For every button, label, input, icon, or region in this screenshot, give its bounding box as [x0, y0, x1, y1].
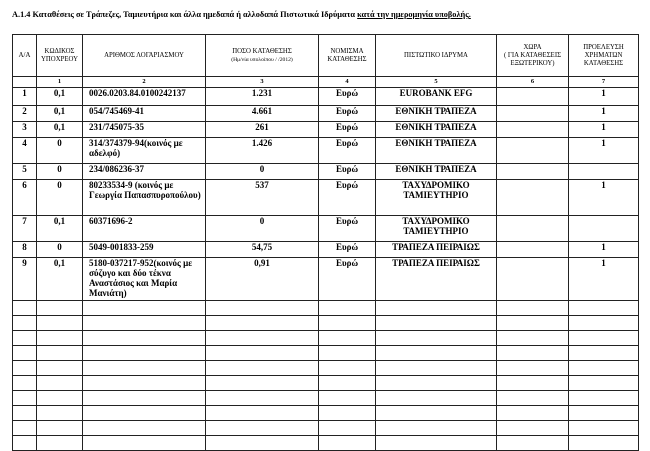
- row-account: 231/745075-35: [83, 122, 206, 138]
- row-bank: ΕΘΝΙΚΗ ΤΡΑΠΕΖΑ: [376, 106, 497, 122]
- empty-cell: [376, 316, 497, 331]
- empty-cell: [206, 391, 319, 406]
- empty-cell: [83, 376, 206, 391]
- row-code: 0,1: [37, 106, 83, 122]
- row-origin: [569, 164, 639, 180]
- row-amount: 0,91: [206, 258, 319, 301]
- empty-cell: [376, 346, 497, 361]
- row-bank: ΕΘΝΙΚΗ ΤΡΑΠΕΖΑ: [376, 122, 497, 138]
- empty-cell: [83, 361, 206, 376]
- column-number-blank: [13, 77, 37, 88]
- empty-cell: [376, 406, 497, 421]
- column-number: 2: [83, 77, 206, 88]
- table-row: [13, 88, 639, 106]
- empty-cell: [206, 421, 319, 436]
- header-country-sub: ( ΓΙΑ ΚΑΤΑΘΕΣΕΙΣ ΕΞΩΤΕΡΙΚΟΥ): [503, 51, 562, 67]
- empty-cell: [376, 301, 497, 316]
- column-number: 4: [319, 77, 376, 88]
- empty-cell: [13, 391, 37, 406]
- row-origin: 1: [569, 242, 639, 258]
- empty-cell: [83, 316, 206, 331]
- empty-cell: [376, 436, 497, 451]
- empty-cell: [569, 331, 639, 346]
- row-bank: EUROBANK EFG: [376, 88, 497, 106]
- empty-row: [13, 316, 639, 331]
- empty-row: [13, 391, 639, 406]
- empty-cell: [13, 421, 37, 436]
- row-aa: 3: [13, 122, 37, 138]
- empty-cell: [37, 376, 83, 391]
- row-account: 054/745469-41: [83, 106, 206, 122]
- empty-cell: [13, 301, 37, 316]
- row-origin: 1: [569, 258, 639, 301]
- empty-cell: [37, 361, 83, 376]
- empty-cell: [569, 346, 639, 361]
- row-country: [497, 122, 569, 138]
- header-origin: ΠΡΟΕΛΕΥΣΗ ΧΡΗΜΑΤΩΝ ΚΑΤΑΘΕΣΗΣ: [569, 35, 639, 77]
- row-code: 0,1: [37, 88, 83, 106]
- header-currency: ΝΟΜΙΣΜΑ ΚΑΤΑΘΕΣΗΣ: [319, 35, 376, 77]
- row-bank: ΤΑΧΥΔΡΟΜΙΚΟ ΤΑΜΙΕΥΤΗΡΙΟ: [376, 216, 497, 242]
- empty-cell: [83, 301, 206, 316]
- row-currency: Ευρώ: [319, 242, 376, 258]
- row-aa: 7: [13, 216, 37, 242]
- empty-cell: [319, 421, 376, 436]
- row-aa: 1: [13, 88, 37, 106]
- header-amount: [206, 35, 319, 77]
- header-country: [497, 35, 569, 77]
- empty-cell: [83, 436, 206, 451]
- row-account: 80233534-9 (κοινός με Γεωργία Παπασπυροπούλου): [83, 180, 206, 216]
- row-amount: 4.661: [206, 106, 319, 122]
- empty-cell: [206, 331, 319, 346]
- empty-cell: [37, 391, 83, 406]
- column-number: 6: [497, 77, 569, 88]
- row-origin: 1: [569, 122, 639, 138]
- header-account: ΑΡΙΘΜΟΣ ΛΟΓΑΡΙΑΣΜΟΥ: [83, 35, 206, 77]
- empty-cell: [13, 346, 37, 361]
- row-country: [497, 258, 569, 301]
- empty-cell: [13, 316, 37, 331]
- row-amount: 0: [206, 216, 319, 242]
- empty-cell: [319, 376, 376, 391]
- row-origin: 1: [569, 88, 639, 106]
- row-currency: Ευρώ: [319, 106, 376, 122]
- row-origin: 1: [569, 138, 639, 164]
- section-title-underlined: κατά την ημερομηνία υποβολής.: [357, 10, 471, 19]
- row-amount: 1.231: [206, 88, 319, 106]
- header-code: ΚΩΔΙΚΟΣ ΥΠΟΧΡΕΟΥ: [37, 35, 83, 77]
- table-row: [13, 122, 639, 138]
- row-currency: Ευρώ: [319, 88, 376, 106]
- header-amount-label: ΠΟΣΟ ΚΑΤΑΘΕΣΗΣ: [232, 47, 292, 55]
- row-country: [497, 106, 569, 122]
- row-country: [497, 216, 569, 242]
- row-code: 0: [37, 180, 83, 216]
- table-row: [13, 106, 639, 122]
- section-title-text: Α.1.4 Καταθέσεις σε Τράπεζες, Ταμιευτήρια και άλλα ημεδαπά ή αλλοδαπά Πιστωτικά Ιδρύματα: [12, 10, 356, 19]
- empty-cell: [13, 436, 37, 451]
- header-aa: Α/Α: [13, 35, 37, 77]
- empty-cell: [376, 331, 497, 346]
- row-account: 60371696-2: [83, 216, 206, 242]
- empty-row: [13, 376, 639, 391]
- empty-cell: [206, 346, 319, 361]
- row-code: 0,1: [37, 122, 83, 138]
- empty-cell: [206, 316, 319, 331]
- empty-cell: [319, 316, 376, 331]
- row-currency: Ευρώ: [319, 164, 376, 180]
- empty-cell: [13, 361, 37, 376]
- empty-cell: [376, 361, 497, 376]
- column-number: 3: [206, 77, 319, 88]
- row-code: 0: [37, 138, 83, 164]
- row-currency: Ευρώ: [319, 258, 376, 301]
- column-number: 7: [569, 77, 639, 88]
- row-country: [497, 242, 569, 258]
- empty-cell: [569, 376, 639, 391]
- empty-cell: [497, 376, 569, 391]
- empty-row: [13, 346, 639, 361]
- empty-cell: [319, 436, 376, 451]
- empty-cell: [319, 331, 376, 346]
- row-aa: 5: [13, 164, 37, 180]
- empty-cell: [13, 331, 37, 346]
- column-number: 1: [37, 77, 83, 88]
- row-country: [497, 164, 569, 180]
- row-code: 0,1: [37, 258, 83, 301]
- header-amount-sub: (Ημ/νία υπολοίπου / /2012): [231, 56, 293, 63]
- row-account: 234/086236-37: [83, 164, 206, 180]
- empty-cell: [569, 361, 639, 376]
- empty-cell: [83, 391, 206, 406]
- column-number-row: [13, 77, 639, 88]
- empty-cell: [569, 436, 639, 451]
- row-country: [497, 88, 569, 106]
- row-bank: ΕΘΝΙΚΗ ΤΡΑΠΕΖΑ: [376, 164, 497, 180]
- row-amount: 0: [206, 164, 319, 180]
- row-bank: ΤΑΧΥΔΡΟΜΙΚΟ ΤΑΜΙΕΥΤΗΡΙΟ: [376, 180, 497, 216]
- column-number: 5: [376, 77, 497, 88]
- empty-cell: [37, 346, 83, 361]
- empty-cell: [206, 361, 319, 376]
- empty-cell: [569, 406, 639, 421]
- table-row: [13, 242, 639, 258]
- row-account: 314/374379-94(κοινός με αδελφό): [83, 138, 206, 164]
- table-row: [13, 258, 639, 301]
- empty-cell: [37, 316, 83, 331]
- row-aa: 4: [13, 138, 37, 164]
- empty-cell: [83, 406, 206, 421]
- row-amount: 1.426: [206, 138, 319, 164]
- row-account: 5049-001833-259: [83, 242, 206, 258]
- empty-cell: [319, 361, 376, 376]
- row-origin: [569, 216, 639, 242]
- empty-cell: [37, 421, 83, 436]
- row-bank: ΤΡΑΠΕΖΑ ΠΕΙΡΑΙΩΣ: [376, 258, 497, 301]
- empty-cell: [497, 361, 569, 376]
- row-code: 0,1: [37, 216, 83, 242]
- empty-cell: [206, 406, 319, 421]
- row-bank: ΤΡΑΠΕΖΑ ΠΕΙΡΑΙΩΣ: [376, 242, 497, 258]
- empty-cell: [319, 406, 376, 421]
- empty-cell: [497, 406, 569, 421]
- empty-cell: [569, 316, 639, 331]
- empty-cell: [497, 436, 569, 451]
- empty-cell: [319, 346, 376, 361]
- empty-cell: [497, 301, 569, 316]
- row-amount: 537: [206, 180, 319, 216]
- empty-row: [13, 361, 639, 376]
- empty-cell: [206, 436, 319, 451]
- row-aa: 6: [13, 180, 37, 216]
- empty-row: [13, 421, 639, 436]
- empty-row: [13, 331, 639, 346]
- row-aa: 8: [13, 242, 37, 258]
- empty-row: [13, 406, 639, 421]
- empty-cell: [37, 406, 83, 421]
- empty-cell: [376, 391, 497, 406]
- empty-cell: [13, 406, 37, 421]
- data-rows: [13, 88, 639, 451]
- empty-cell: [497, 331, 569, 346]
- empty-cell: [376, 421, 497, 436]
- table-row: [13, 216, 639, 242]
- row-origin: 1: [569, 180, 639, 216]
- empty-cell: [83, 421, 206, 436]
- row-code: 0: [37, 242, 83, 258]
- section-title: [12, 10, 471, 19]
- header-row: [13, 35, 639, 77]
- row-account: 5180-037217-952(κοινός με σύζυγο και δύο τέκνα Αναστάσιος και Μαρία Μανιάτη): [83, 258, 206, 301]
- empty-cell: [319, 391, 376, 406]
- empty-cell: [37, 301, 83, 316]
- table-row: [13, 164, 639, 180]
- row-currency: Ευρώ: [319, 216, 376, 242]
- table-row: [13, 138, 639, 164]
- row-code: 0: [37, 164, 83, 180]
- empty-row: [13, 436, 639, 451]
- row-currency: Ευρώ: [319, 122, 376, 138]
- empty-cell: [83, 346, 206, 361]
- row-aa: 9: [13, 258, 37, 301]
- empty-cell: [497, 316, 569, 331]
- row-account: 0026.0203.84.0100242137: [83, 88, 206, 106]
- empty-cell: [497, 421, 569, 436]
- row-country: [497, 138, 569, 164]
- empty-row: [13, 301, 639, 316]
- row-origin: 1: [569, 106, 639, 122]
- table-row: [13, 180, 639, 216]
- empty-cell: [319, 301, 376, 316]
- empty-cell: [376, 376, 497, 391]
- empty-cell: [497, 391, 569, 406]
- row-currency: Ευρώ: [319, 180, 376, 216]
- header-institution: ΠΙΣΤΩΤΙΚΟ ΙΔΡΥΜΑ: [376, 35, 497, 77]
- empty-cell: [83, 331, 206, 346]
- row-bank: ΕΘΝΙΚΗ ΤΡΑΠΕΖΑ: [376, 138, 497, 164]
- deposits-table: [12, 34, 639, 451]
- header-country-label: ΧΩΡΑ: [523, 43, 542, 51]
- empty-cell: [13, 376, 37, 391]
- row-currency: Ευρώ: [319, 138, 376, 164]
- empty-cell: [569, 421, 639, 436]
- empty-cell: [569, 301, 639, 316]
- empty-cell: [569, 391, 639, 406]
- empty-cell: [37, 331, 83, 346]
- row-aa: 2: [13, 106, 37, 122]
- empty-cell: [206, 376, 319, 391]
- row-country: [497, 180, 569, 216]
- row-amount: 261: [206, 122, 319, 138]
- empty-cell: [206, 301, 319, 316]
- row-amount: 54,75: [206, 242, 319, 258]
- empty-cell: [37, 436, 83, 451]
- empty-cell: [497, 346, 569, 361]
